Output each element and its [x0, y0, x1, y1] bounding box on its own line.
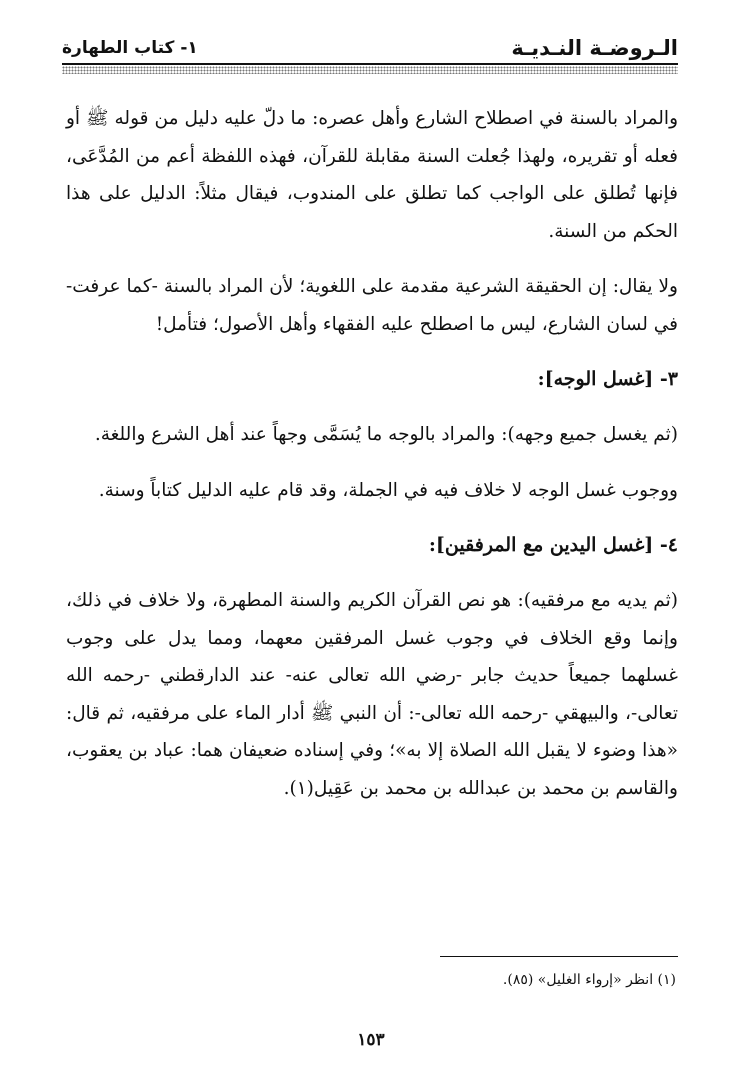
paragraph-sharia-reality: ولا يقال: إن الحقيقة الشرعية مقدمة على اللغوية؛ لأن المراد بالسنة -كما عرفت- في لسان الشارع، ليس ما اصطلح عليه الفقهاء وأهل الأصول؛ فتأمل! [66, 276, 678, 335]
header-decorative-band [62, 66, 678, 74]
paragraph-arms-ruling: (ثم يديه مع مرفقيه): هو نص القرآن الكريم والسنة المطهرة، ولا خلاف في ذلك، وإنما وقع الخلاف في وجوب غسل المرفقين معهما، ومما يدل على وجوب غسلهما جميعاً حديث جابر -رضي الله تعالى عنه- عند الدارقطني -رحمه الله تعالى-، والبيهقي -رحمه الله تعالى-: أن النبي ﷺ أدار الماء على مرفقيه، ثم قال: «هذا وضوء لا يقبل الله الصلاة إلا به»؛ وفي إسناده ضعيفان هما: عباد بن يعقوب، والقاسم بن محمد بن عبدالله بن محمد بن عَقِيل(١). [66, 590, 678, 799]
book-title: الـروضـة النـديـة [511, 36, 678, 60]
section-heading-face-washing: ٣- [غسل الوجه]: [537, 368, 678, 390]
header-rule [62, 63, 678, 65]
paragraph-sunnah-definition: والمراد بالسنة في اصطلاح الشارع وأهل عصره: ما دلّ عليه دليل من قوله ﷺ أو فعله أو تقريره، ولهذا جُعلت السنة مقابلة للقرآن، فهذه اللفظة أعم من المُدَّعَى، فإنها تُطلق على الواجب كما تطلق على المندوب، فيقال مثلاً: الدليل على هذا الحكم من السنة. [66, 108, 678, 242]
footnote-rule [440, 956, 678, 957]
chapter-title: ١- كتاب الطهارة [62, 38, 198, 58]
running-header [62, 30, 678, 62]
paragraph-face-obligation: ووجوب غسل الوجه لا خلاف فيه في الجملة، وقد قام عليه الدليل كتاباً وسنة. [98, 479, 678, 501]
footnote: (١) انظر «إرواء الغليل» (٨٥). [502, 972, 676, 988]
paragraph-face-definition: (ثم يغسل جميع وجهه): والمراد بالوجه ما يُسَمَّى وجهاً عند أهل الشرع واللغة. [94, 424, 678, 445]
page-number: ١٥٣ [357, 1030, 385, 1050]
page-body [66, 100, 678, 825]
section-heading-arms-washing: ٤- [غسل اليدين مع المرفقين]: [428, 534, 678, 556]
